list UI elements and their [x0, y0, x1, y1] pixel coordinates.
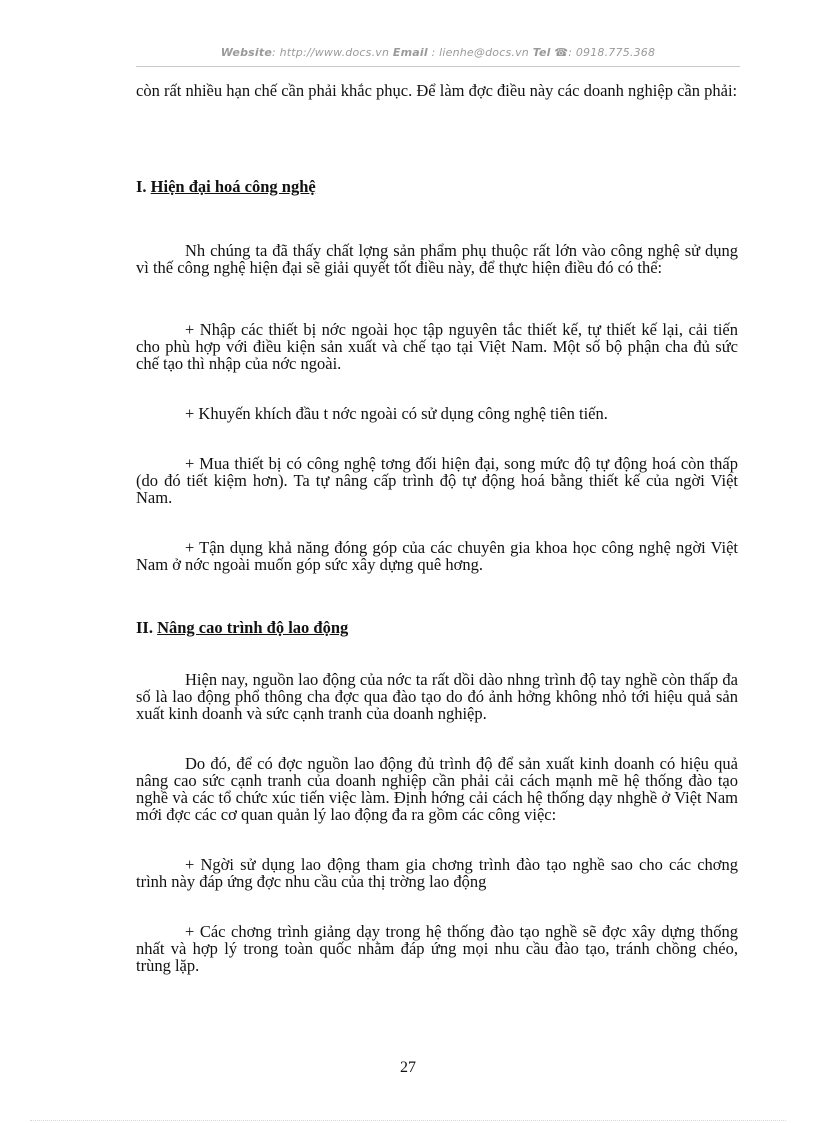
section-2-paragraph: Do đó, để có đợc nguồn lao động đủ trình độ để sản xuất kinh doanh có hiệu quả nâng cao sức cạnh tranh của doanh nghiệp cần phải cải cách mạnh mẽ hệ thống đào tạo nghề và các tổ chức xúc tiến việc làm. Định hớng cải cách hệ thống dạy nhghề ở Việt Nam mới đợc các cơ quan quản lý lao động đa ra gồm các công việc:	[136, 754, 738, 824]
section-1-title: Hiện đại hoá công nghệ	[150, 177, 316, 196]
section-1-bullet: + Nhập các thiết bị nớc ngoài học tập nguyên tắc thiết kế, tự thiết kế lại, cải tiến cho phù hợp với điều kiện sản xuất và chế tạo tại Việt Nam. Một số bộ phận cha đủ sức chế tạo thì nhập của nớc ngoài.	[136, 320, 738, 373]
section-2-bullet: + Các chơng trình giảng dạy trong hệ thống đào tạo nghề sẽ đợc xây dựng thống nhất và hợp lý trong toàn quốc nhằm đáp ứng mọi nhu cầu đào tạo, tránh chồng chéo, trùng lặp.	[136, 922, 738, 975]
section-2-bullet: + Ngời sử dụng lao động tham gia chơng trình đào tạo nghề sao cho các chơng trình này đáp ứng đợc nhu cầu của thị trờng lao động	[136, 855, 738, 891]
section-2-title: Nâng cao trình độ lao động	[157, 618, 349, 637]
tel-number: : 0918.775.368	[568, 46, 656, 59]
section-1-bullet: + Tận dụng khả năng đóng góp của các chuyên gia khoa học công nghệ ngời Việt Nam ở nớc ngoài muốn góp sức xây dựng quê hơng.	[136, 538, 738, 574]
footer-divider	[30, 1120, 786, 1121]
page-header	[136, 46, 740, 68]
website-url[interactable]: : http://www.docs.vn	[272, 46, 390, 59]
section-1-paragraph: Nh chúng ta đã thấy chất lợng sản phẩm phụ thuộc rất lớn vào công nghệ sử dụng vì thế công nghệ hiện đại sẽ giải quyết tốt điều này, để thực hiện điều đó có thể:	[136, 241, 738, 277]
section-2-paragraph: Hiện nay, nguồn lao động của nớc ta rất dồi dào nhng trình độ tay nghề còn thấp đa số là lao động phổ thông cha đợc qua đào tạo do đó ảnh hởng không nhỏ tới hiệu quả sản xuất kinh doanh và sức cạnh tranh của doanh nghiệp.	[136, 670, 738, 723]
phone-icon: ☎	[554, 46, 569, 59]
section-2-number: II.	[136, 618, 153, 637]
email-label: Email	[392, 46, 428, 59]
header-divider	[136, 66, 740, 67]
document-body	[136, 82, 738, 974]
email-address[interactable]: : lienhe@docs.vn	[427, 46, 529, 59]
section-1-heading	[136, 177, 738, 197]
section-1-bullet: + Mua thiết bị có công nghệ tơng đối hiện đại, song mức độ tự động hoá còn thấp (do đó tiết kiệm hơn). Ta tự nâng cấp trình độ tự động hoá bằng thiết kế của ngời Việt Nam.	[136, 454, 738, 507]
page-number: 27	[400, 1059, 416, 1076]
intro-paragraph: còn rất nhiều hạn chế cần phải khắc phục. Để làm đợc điều này các doanh nghiệp cần phải:	[136, 81, 738, 100]
website-label: Website	[220, 46, 272, 59]
section-2-heading	[136, 618, 738, 638]
section-1-bullet: + Khuyến khích đầu t nớc ngoài có sử dụng công nghệ tiên tiến.	[185, 404, 608, 423]
tel-label: Tel	[532, 46, 551, 59]
section-1-number: I.	[136, 177, 147, 196]
